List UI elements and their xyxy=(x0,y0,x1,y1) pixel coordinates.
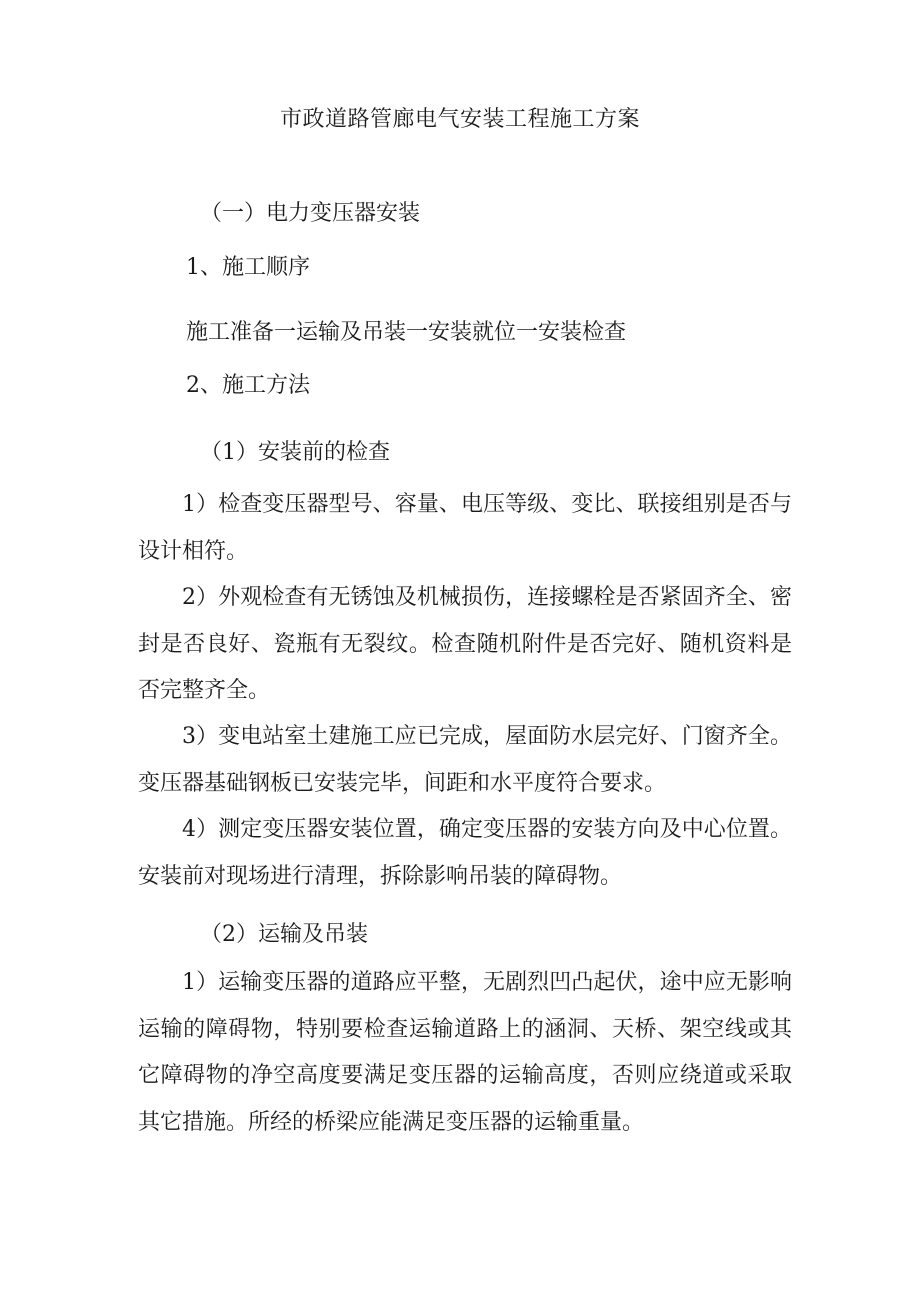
inspection-paragraph-3: 3）变电站室土建施工应已完成，屋面防水层完好、门窗齐全。变压器基础钢板已安装完毕，间距和水平度符合要求。 xyxy=(138,724,792,796)
document-title: 市政道路管廊电气安装工程施工方案 xyxy=(279,107,640,132)
inspection-paragraph-2: 2）外观检查有无锈蚀及机械损伤，连接螺栓是否紧固齐全、密封是否良好、瓷瓶有无裂纹。检查随机附件是否完好、随机资料是否完整齐全。 xyxy=(138,585,792,703)
subsection-heading-transport: （2）运输及吊装 xyxy=(200,922,368,947)
inspection-paragraph-1: 1）检查变压器型号、容量、电压等级、变比、联接组别是否与设计相符。 xyxy=(138,492,792,564)
transport-paragraph-1: 1）运输变压器的道路应平整，无剧烈凹凸起伏，途中应无影响运输的障碍物，特别要检查运输道路上的涵洞、天桥、架空线或其它障碍物的净空高度要满足变压器的运输高度，否则应绕道或采取其它措施。所经的桥梁应能满足变压器的运输重量。 xyxy=(138,970,792,1135)
construction-sequence-text: 施工准备一运输及吊装一安装就位一安装检查 xyxy=(186,320,627,345)
subsection-heading-inspection: （1）安装前的检查 xyxy=(200,440,390,465)
item-heading-order: 1、施工顺序 xyxy=(186,255,310,280)
section-heading: （一）电力变压器安装 xyxy=(200,201,421,226)
inspection-paragraph-4: 4）测定变压器安装位置，确定变压器的安装方向及中心位置。安装前对现场进行清理，拆除影响吊装的障碍物。 xyxy=(138,817,792,889)
item-heading-method: 2、施工方法 xyxy=(186,373,310,398)
